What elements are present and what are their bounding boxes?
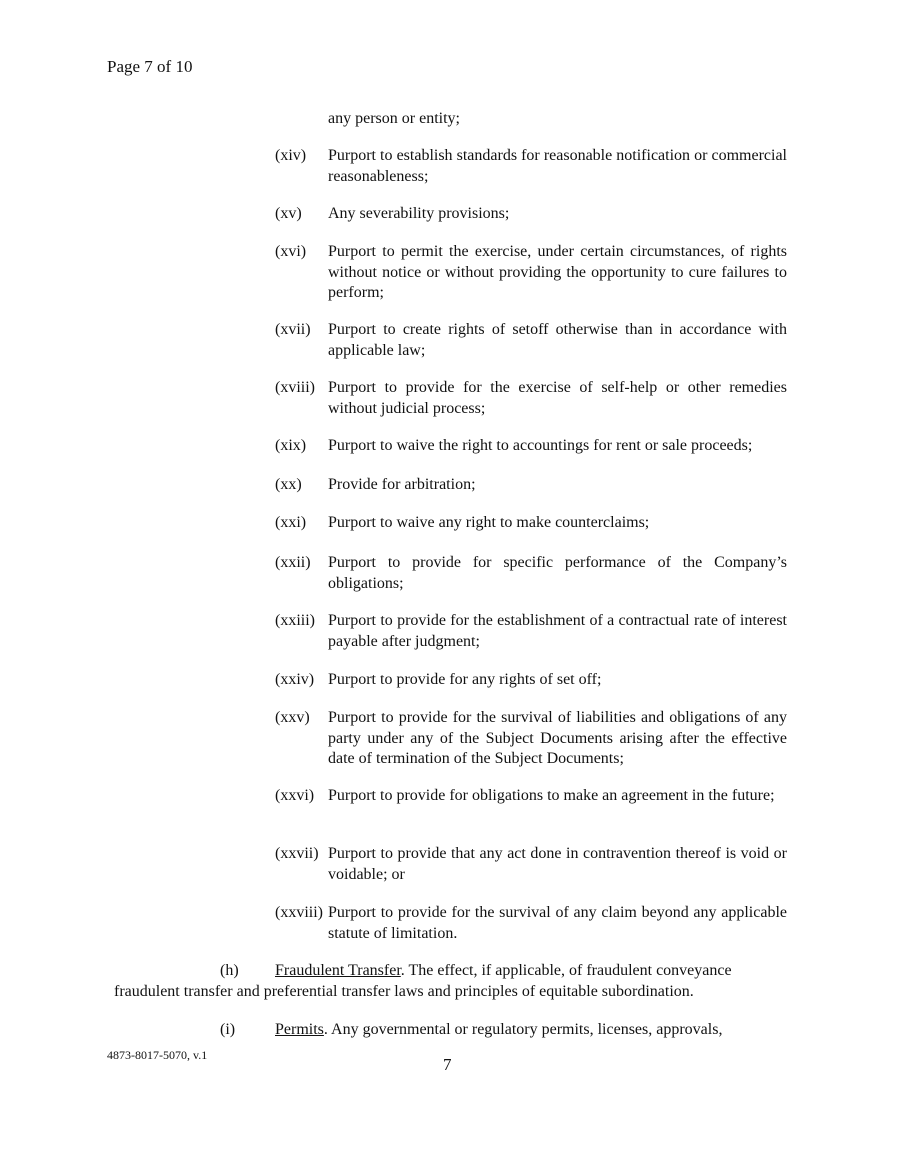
item-number: (xiv) [275,147,307,164]
paragraph-lead-text: . Any governmental or regulatory permits, licenses, approvals, [323,1021,723,1038]
paragraph-label: (h) [220,962,239,979]
item-number: (xxi) [275,514,307,531]
item-text: Purport to establish standards for reasonable notification or commercial reasonableness; [328,147,787,185]
item-number: (xvii) [275,321,311,338]
paragraph-heading: Fraudulent Transfer [275,962,401,979]
paragraph-body: fraudulent transfer and preferential transfer laws and principles of equitable subordination. [114,982,694,1000]
item-text: Purport to permit the exercise, under certain circumstances, of rights without notice or without providing the opportunity to cure failures to perform; [328,243,787,301]
item-text: Provide for arbitration; [328,476,476,493]
paragraph-heading: Permits [275,1021,324,1038]
item-number: (xvi) [275,243,307,260]
paragraph-first-line [114,1020,794,1041]
item-text: Purport to waive any right to make counterclaims; [328,514,650,531]
item-number: (xxiv) [275,671,315,688]
item-number: (xxvi) [275,787,315,804]
item-text: Purport to provide for obligations to make an agreement in the future; [328,787,775,804]
item-number: (xx) [275,476,302,493]
paragraph-lead-text: . The effect, if applicable, of fraudulent conveyance [400,962,732,979]
item-text: Purport to create rights of setoff otherwise than in accordance with applicable law; [328,321,787,359]
item-text: Purport to provide for the survival of any claim beyond any applicable statute of limitation. [328,904,787,942]
item-text: Any severability provisions; [328,205,510,222]
document-id: 4873-8017-5070, v.1 [107,1048,208,1062]
continuation-text: any person or entity; [328,110,460,127]
item-text: Purport to provide that any act done in contravention thereof is void or voidable; or [328,845,787,883]
item-number: (xv) [275,205,302,222]
paragraph-permits [114,1020,794,1041]
item-text: Purport to provide for specific performance of the Company’s obligations; [328,554,787,592]
item-number: (xxii) [275,554,311,571]
item-text: Purport to provide for any rights of set off; [328,671,602,688]
paragraph-fraudulent-transfer [114,961,794,1002]
item-number: (xviii) [275,379,315,396]
item-number: (xxviii) [275,904,323,921]
item-number: (xxiii) [275,612,315,629]
page-header: Page 7 of 10 [107,57,193,76]
paragraph-first-line [114,961,794,982]
item-number: (xxvii) [275,845,319,862]
item-text: Purport to provide for the establishment of a contractual rate of interest payable after judgment; [328,612,787,650]
page-number: 7 [443,1055,452,1074]
item-number: (xxv) [275,709,310,726]
paragraph-label: (i) [220,1021,236,1038]
item-text: Purport to provide for the exercise of self-help or other remedies without judicial process; [328,379,787,417]
item-text: Purport to provide for the survival of liabilities and obligations of any party under any of the Subject Documents arising after the effective date of termination of the Subject Documents; [328,709,787,767]
item-number: (xix) [275,437,307,454]
item-text: Purport to waive the right to accountings for rent or sale proceeds; [328,437,753,454]
